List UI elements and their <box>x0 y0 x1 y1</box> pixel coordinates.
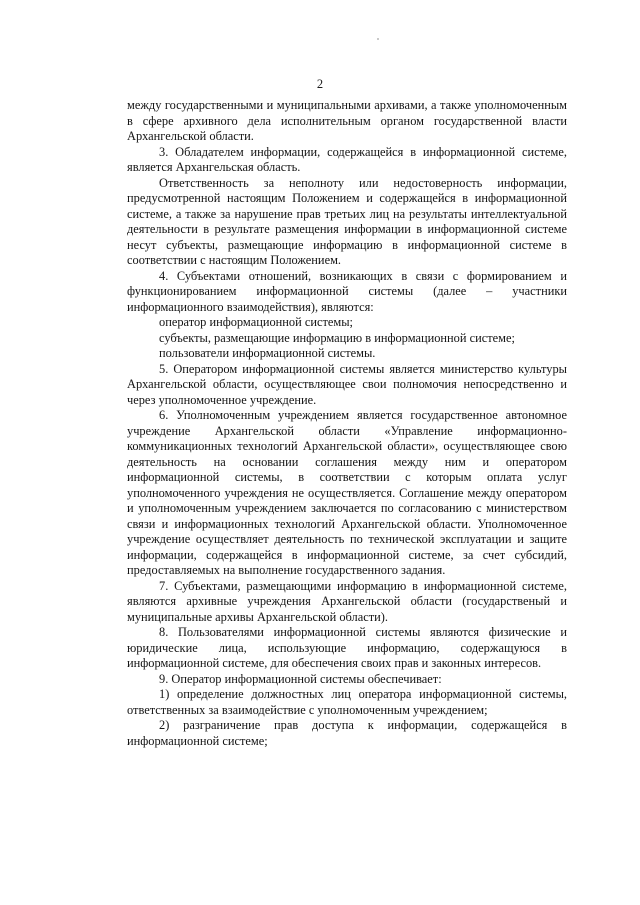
paragraph-item-3: 3. Обладателем информации, содержащейся в информационной системе, является Архангельская область. <box>127 144 567 174</box>
paragraph-continuation: между государственными и муниципальными архивами, а также уполномоченным в сфере архивного дела исполнительным органом государственной власти Архангельской области. <box>127 98 567 143</box>
document-body <box>127 98 567 749</box>
list-item-operator: оператор информационной системы; <box>159 315 353 329</box>
list-item-subjects: субъекты, размещающие информацию в информационной системе; <box>159 330 515 345</box>
paragraph-item-4: 4. Субъектами отношений, возникающих в связи с формированием и функционированием информационной системы (далее – участники информационного взаимодействия), являются: <box>127 268 567 314</box>
page-number: 2 <box>316 77 324 91</box>
paragraph-item-9: 9. Оператор информационной системы обеспечивает: <box>159 671 442 686</box>
paragraph-item-8: 8. Пользователями информационной системы являются физические и юридические лица, использующие информацию, содержащуюся в информационной системе, для обеспечения своих прав и законных интересов. <box>127 625 567 670</box>
paragraph-item-6: 6. Уполномоченным учреждением является государственное автономное учреждение Архангельской области «Управление информационно-коммуникационных технологий Архангельской области», осуществляющее свою деятельность на основании соглашения между ним и оператором информационной системы, в соответствии с которым оплата услуг уполномоченного учреждения не осуществляется. Соглашение между оператором и уполномоченным учреждением заключается по согласованию с министерством связи и информационных технологий Архангельской области. Уполномоченное учреждение осуществляет деятельность по технической эксплуатации и защите информации, содержащейся в информационной системе, за счет субсидий, предоставляемых на выполнение государственного задания. <box>127 408 567 577</box>
subitem-1: 1) определение должностных лиц оператора информационной системы, ответственных за взаимодействие с уполномоченным учреждением; <box>127 687 567 717</box>
subitem-2: 2) разграничение прав доступа к информации, содержащейся в информационной системе; <box>127 718 567 748</box>
paragraph-item-7: 7. Субъектами, размещающими информацию в информационной системе, являются архивные учреждения Архангельской области (государственый и муниципальные архивы Архангельской области). <box>127 578 567 624</box>
list-item-users: пользователи информационной системы. <box>159 346 376 360</box>
paragraph-item-5: 5. Оператором информационной системы является министерство культуры Архангельской области, осуществляющее свои полномочия непосредственно и через уполномоченное учреждение. <box>127 361 567 407</box>
paragraph-responsibility: Ответственность за неполноту или недостоверность информации, предусмотренной настоящим Положением и содержащейся в информационной системе, а также за нарушение прав третьих лиц на результаты интеллектуальной деятельности в результате размещения информации в информационной системе несут субъекты, размещающие информацию в информационной системе в соответствии с настоящим Положением. <box>127 175 567 267</box>
scan-speck <box>377 38 379 40</box>
